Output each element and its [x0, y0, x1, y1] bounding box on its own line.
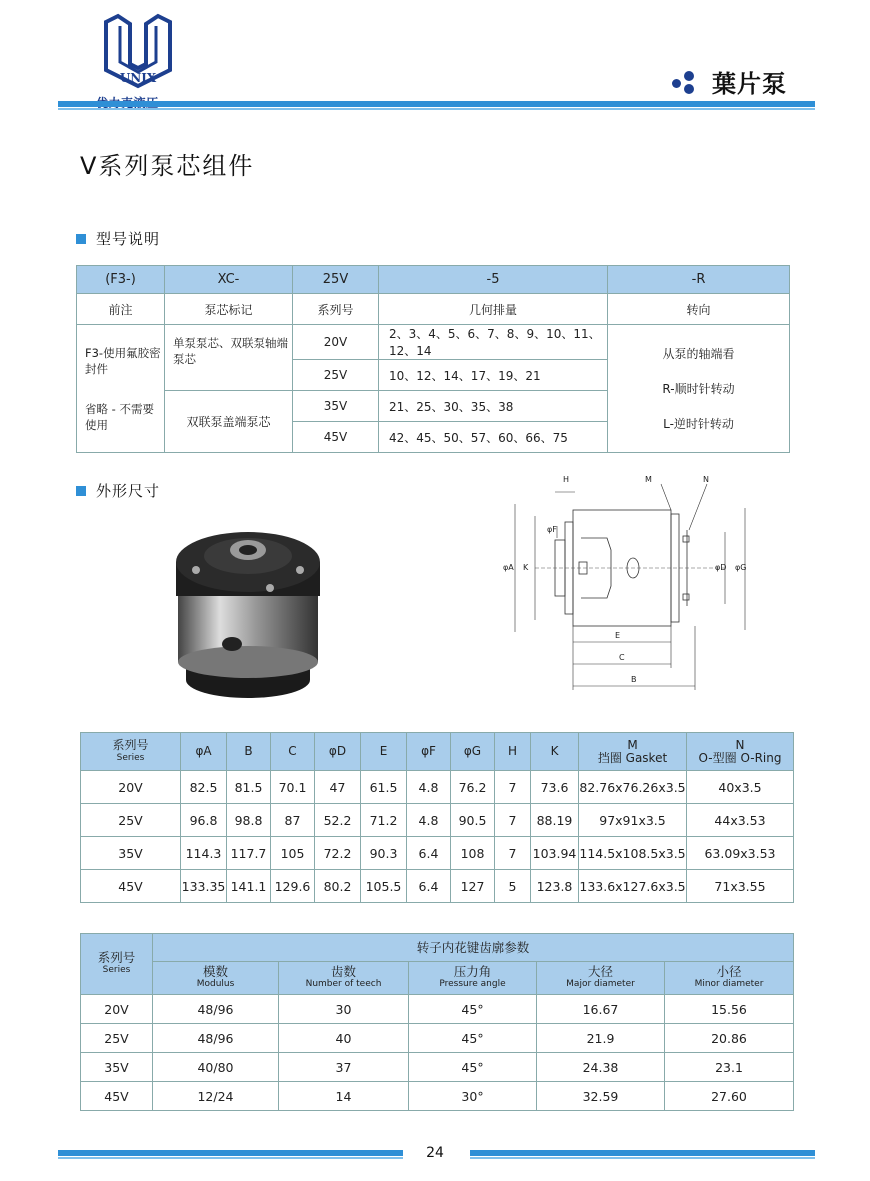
square-icon	[76, 486, 86, 496]
rotation-note: L-逆时针转动	[663, 417, 734, 431]
cell: 15.56	[665, 995, 794, 1024]
label-m: M	[645, 475, 652, 484]
header-cell: φF	[407, 733, 451, 771]
cell: 45°	[409, 1024, 537, 1053]
cell: 21.9	[537, 1024, 665, 1053]
cell: 23.1	[665, 1053, 794, 1082]
col-en: Number of teech	[305, 979, 382, 989]
footer-bar-right-thin	[470, 1157, 815, 1159]
header-n: N	[735, 737, 745, 752]
label-b: B	[631, 675, 637, 684]
header-cell	[665, 962, 794, 995]
footer-bar-left	[58, 1150, 403, 1156]
label-f: φF	[547, 525, 557, 534]
svg-text:UNIX: UNIX	[119, 71, 157, 85]
col-cn: 小径	[716, 964, 742, 979]
footer-bar-left-thin	[58, 1157, 403, 1159]
code-cell: 25V	[293, 266, 379, 294]
cell: 70.1	[271, 771, 315, 804]
table-row	[81, 870, 794, 903]
core-note: 单泵泵芯、双联泵轴端泵芯	[165, 325, 293, 391]
table-row	[81, 1082, 794, 1111]
label-n: N	[703, 475, 709, 484]
dimension-table	[80, 732, 794, 903]
label-e: E	[615, 631, 621, 640]
label-h: H	[563, 475, 570, 484]
cell: 82.5	[181, 771, 227, 804]
cell: 37	[279, 1053, 409, 1082]
cell: 52.2	[315, 804, 361, 837]
cell: 90.5	[451, 804, 495, 837]
header-m: M	[627, 737, 638, 752]
header-cell	[409, 962, 537, 995]
label-k: K	[523, 563, 529, 572]
cell: 96.8	[181, 804, 227, 837]
table-row	[81, 771, 794, 804]
prefix-note: 省略 - 不需要使用	[85, 401, 154, 432]
footer-bar-right	[470, 1150, 815, 1156]
cell: 40	[279, 1024, 409, 1053]
cell: 63.09x3.53	[687, 837, 794, 870]
cell: 4.8	[407, 771, 451, 804]
header-cell	[579, 733, 687, 771]
table-row	[81, 1024, 794, 1053]
col-en: Modulus	[196, 979, 235, 989]
cell: 7	[495, 771, 531, 804]
series-cell: 25V	[293, 360, 379, 391]
cell: 24.38	[537, 1053, 665, 1082]
cell: 40x3.5	[687, 771, 794, 804]
cell: 20V	[81, 995, 153, 1024]
rotation-note: R-顺时针转动	[662, 382, 735, 396]
header-cell: φG	[451, 733, 495, 771]
section-model-label: 型号说明	[96, 230, 161, 248]
header-cell: B	[227, 733, 271, 771]
cell: 14	[279, 1082, 409, 1111]
label-cell: 转向	[608, 294, 790, 325]
unix-logo	[96, 12, 180, 90]
cell: 114.5x108.5x3.5	[579, 837, 687, 870]
cell: 127	[451, 870, 495, 903]
header-cell	[279, 962, 409, 995]
disp-cell: 21、25、30、35、38	[379, 391, 608, 422]
header-bar	[58, 101, 815, 107]
header-series-en: Series	[102, 965, 131, 975]
cell: 72.2	[315, 837, 361, 870]
cell: 114.3	[181, 837, 227, 870]
cell: 82.76x76.26x3.5	[579, 771, 687, 804]
cell: 76.2	[451, 771, 495, 804]
rotation-note: 从泵的轴端看	[662, 347, 735, 361]
cell: 48/96	[153, 995, 279, 1024]
cell: 12/24	[153, 1082, 279, 1111]
cell: 105	[271, 837, 315, 870]
cell: 35V	[81, 837, 181, 870]
disp-cell: 2、3、4、5、6、7、8、9、10、11、12、14	[379, 325, 608, 360]
cell: 6.4	[407, 837, 451, 870]
cell: 25V	[81, 1024, 153, 1053]
cell: 61.5	[361, 771, 407, 804]
section-dimensions	[76, 480, 160, 501]
label-cell: 泵芯标记	[165, 294, 293, 325]
col-cn: 大径	[587, 964, 613, 979]
header-cell	[81, 934, 153, 995]
dimension-drawing	[495, 470, 765, 700]
code-cell: XC-	[165, 266, 293, 294]
header-cell	[81, 733, 181, 771]
series-cell: 20V	[293, 325, 379, 360]
page-title: V系列泵芯组件	[80, 152, 255, 180]
core-note: 双联泵盖端泵芯	[165, 391, 293, 453]
dots-icon	[670, 69, 706, 95]
header-series-en: Series	[116, 752, 145, 763]
spline-title: 转子内花键齿廓参数	[153, 934, 794, 962]
cell: 80.2	[315, 870, 361, 903]
cell: 98.8	[227, 804, 271, 837]
cell: 45V	[81, 1082, 153, 1111]
col-en: Minor diameter	[694, 979, 764, 989]
cell: 88.19	[531, 804, 579, 837]
header-m-sub: 挡圈 Gasket	[597, 750, 668, 765]
model-table	[76, 265, 790, 453]
cell: 35V	[81, 1053, 153, 1082]
col-en: Pressure angle	[439, 979, 506, 989]
label-cell: 前注	[77, 294, 165, 325]
label-a: φA	[503, 563, 514, 572]
rotation-notes	[608, 325, 790, 453]
cell: 30	[279, 995, 409, 1024]
header-series: 系列号	[97, 950, 136, 965]
cell: 30°	[409, 1082, 537, 1111]
category-title: 葉片泵	[712, 69, 787, 98]
header-cell	[537, 962, 665, 995]
header-cell: C	[271, 733, 315, 771]
cell: 45°	[409, 995, 537, 1024]
cell: 47	[315, 771, 361, 804]
cell: 40/80	[153, 1053, 279, 1082]
header-cell: H	[495, 733, 531, 771]
cell: 4.8	[407, 804, 451, 837]
table-row	[81, 837, 794, 870]
header-cell	[687, 733, 794, 771]
cell: 32.59	[537, 1082, 665, 1111]
cell: 20.86	[665, 1024, 794, 1053]
label-g: φG	[735, 563, 747, 572]
header-cell: φD	[315, 733, 361, 771]
cell: 73.6	[531, 771, 579, 804]
cell: 97x91x3.5	[579, 804, 687, 837]
header-series: 系列号	[112, 737, 149, 752]
table-row	[81, 995, 794, 1024]
cell: 45°	[409, 1053, 537, 1082]
label-cell: 系列号	[293, 294, 379, 325]
table-row	[81, 1053, 794, 1082]
header-bar-thin	[58, 108, 815, 110]
cell: 105.5	[361, 870, 407, 903]
cell: 71x3.55	[687, 870, 794, 903]
cell: 16.67	[537, 995, 665, 1024]
cell: 123.8	[531, 870, 579, 903]
cell: 103.94	[531, 837, 579, 870]
cell: 20V	[81, 771, 181, 804]
cell: 108	[451, 837, 495, 870]
series-cell: 45V	[293, 422, 379, 453]
col-cn: 模数	[202, 964, 228, 979]
section-dimensions-label: 外形尺寸	[96, 482, 161, 500]
table-row	[81, 804, 794, 837]
header-n-sub: O-型圈 O-Ring	[698, 750, 782, 765]
cell: 7	[495, 837, 531, 870]
cell: 133.35	[181, 870, 227, 903]
header-cell: φA	[181, 733, 227, 771]
cell: 87	[271, 804, 315, 837]
disp-cell: 10、12、14、17、19、21	[379, 360, 608, 391]
code-cell: (F3-)	[77, 266, 165, 294]
header-cell	[153, 962, 279, 995]
pump-cartridge-photo	[168, 512, 328, 702]
page-number: 24	[426, 1145, 444, 1161]
prefix-notes	[77, 325, 165, 453]
col-cn: 齿数	[330, 964, 356, 979]
cell: 7	[495, 804, 531, 837]
cell: 129.6	[271, 870, 315, 903]
col-en: Major diameter	[566, 979, 635, 989]
cell: 44x3.53	[687, 804, 794, 837]
cell: 27.60	[665, 1082, 794, 1111]
header-cell: E	[361, 733, 407, 771]
section-model	[76, 228, 160, 249]
code-cell: -R	[608, 266, 790, 294]
cell: 117.7	[227, 837, 271, 870]
code-cell: -5	[379, 266, 608, 294]
square-icon	[76, 234, 86, 244]
cell: 81.5	[227, 771, 271, 804]
cell: 71.2	[361, 804, 407, 837]
series-cell: 35V	[293, 391, 379, 422]
cell: 141.1	[227, 870, 271, 903]
col-cn: 压力角	[453, 964, 492, 979]
category-badge	[670, 64, 787, 99]
spline-table	[80, 933, 794, 1111]
cell: 48/96	[153, 1024, 279, 1053]
cell: 45V	[81, 870, 181, 903]
cell: 6.4	[407, 870, 451, 903]
prefix-note: F3-使用氟胶密封件	[85, 345, 161, 376]
label-cell: 几何排量	[379, 294, 608, 325]
header-cell: K	[531, 733, 579, 771]
cell: 25V	[81, 804, 181, 837]
disp-cell: 42、45、50、57、60、66、75	[379, 422, 608, 453]
label-d: φD	[715, 563, 727, 572]
label-c: C	[619, 653, 625, 662]
cell: 90.3	[361, 837, 407, 870]
cell: 5	[495, 870, 531, 903]
cell: 133.6x127.6x3.5	[579, 870, 687, 903]
